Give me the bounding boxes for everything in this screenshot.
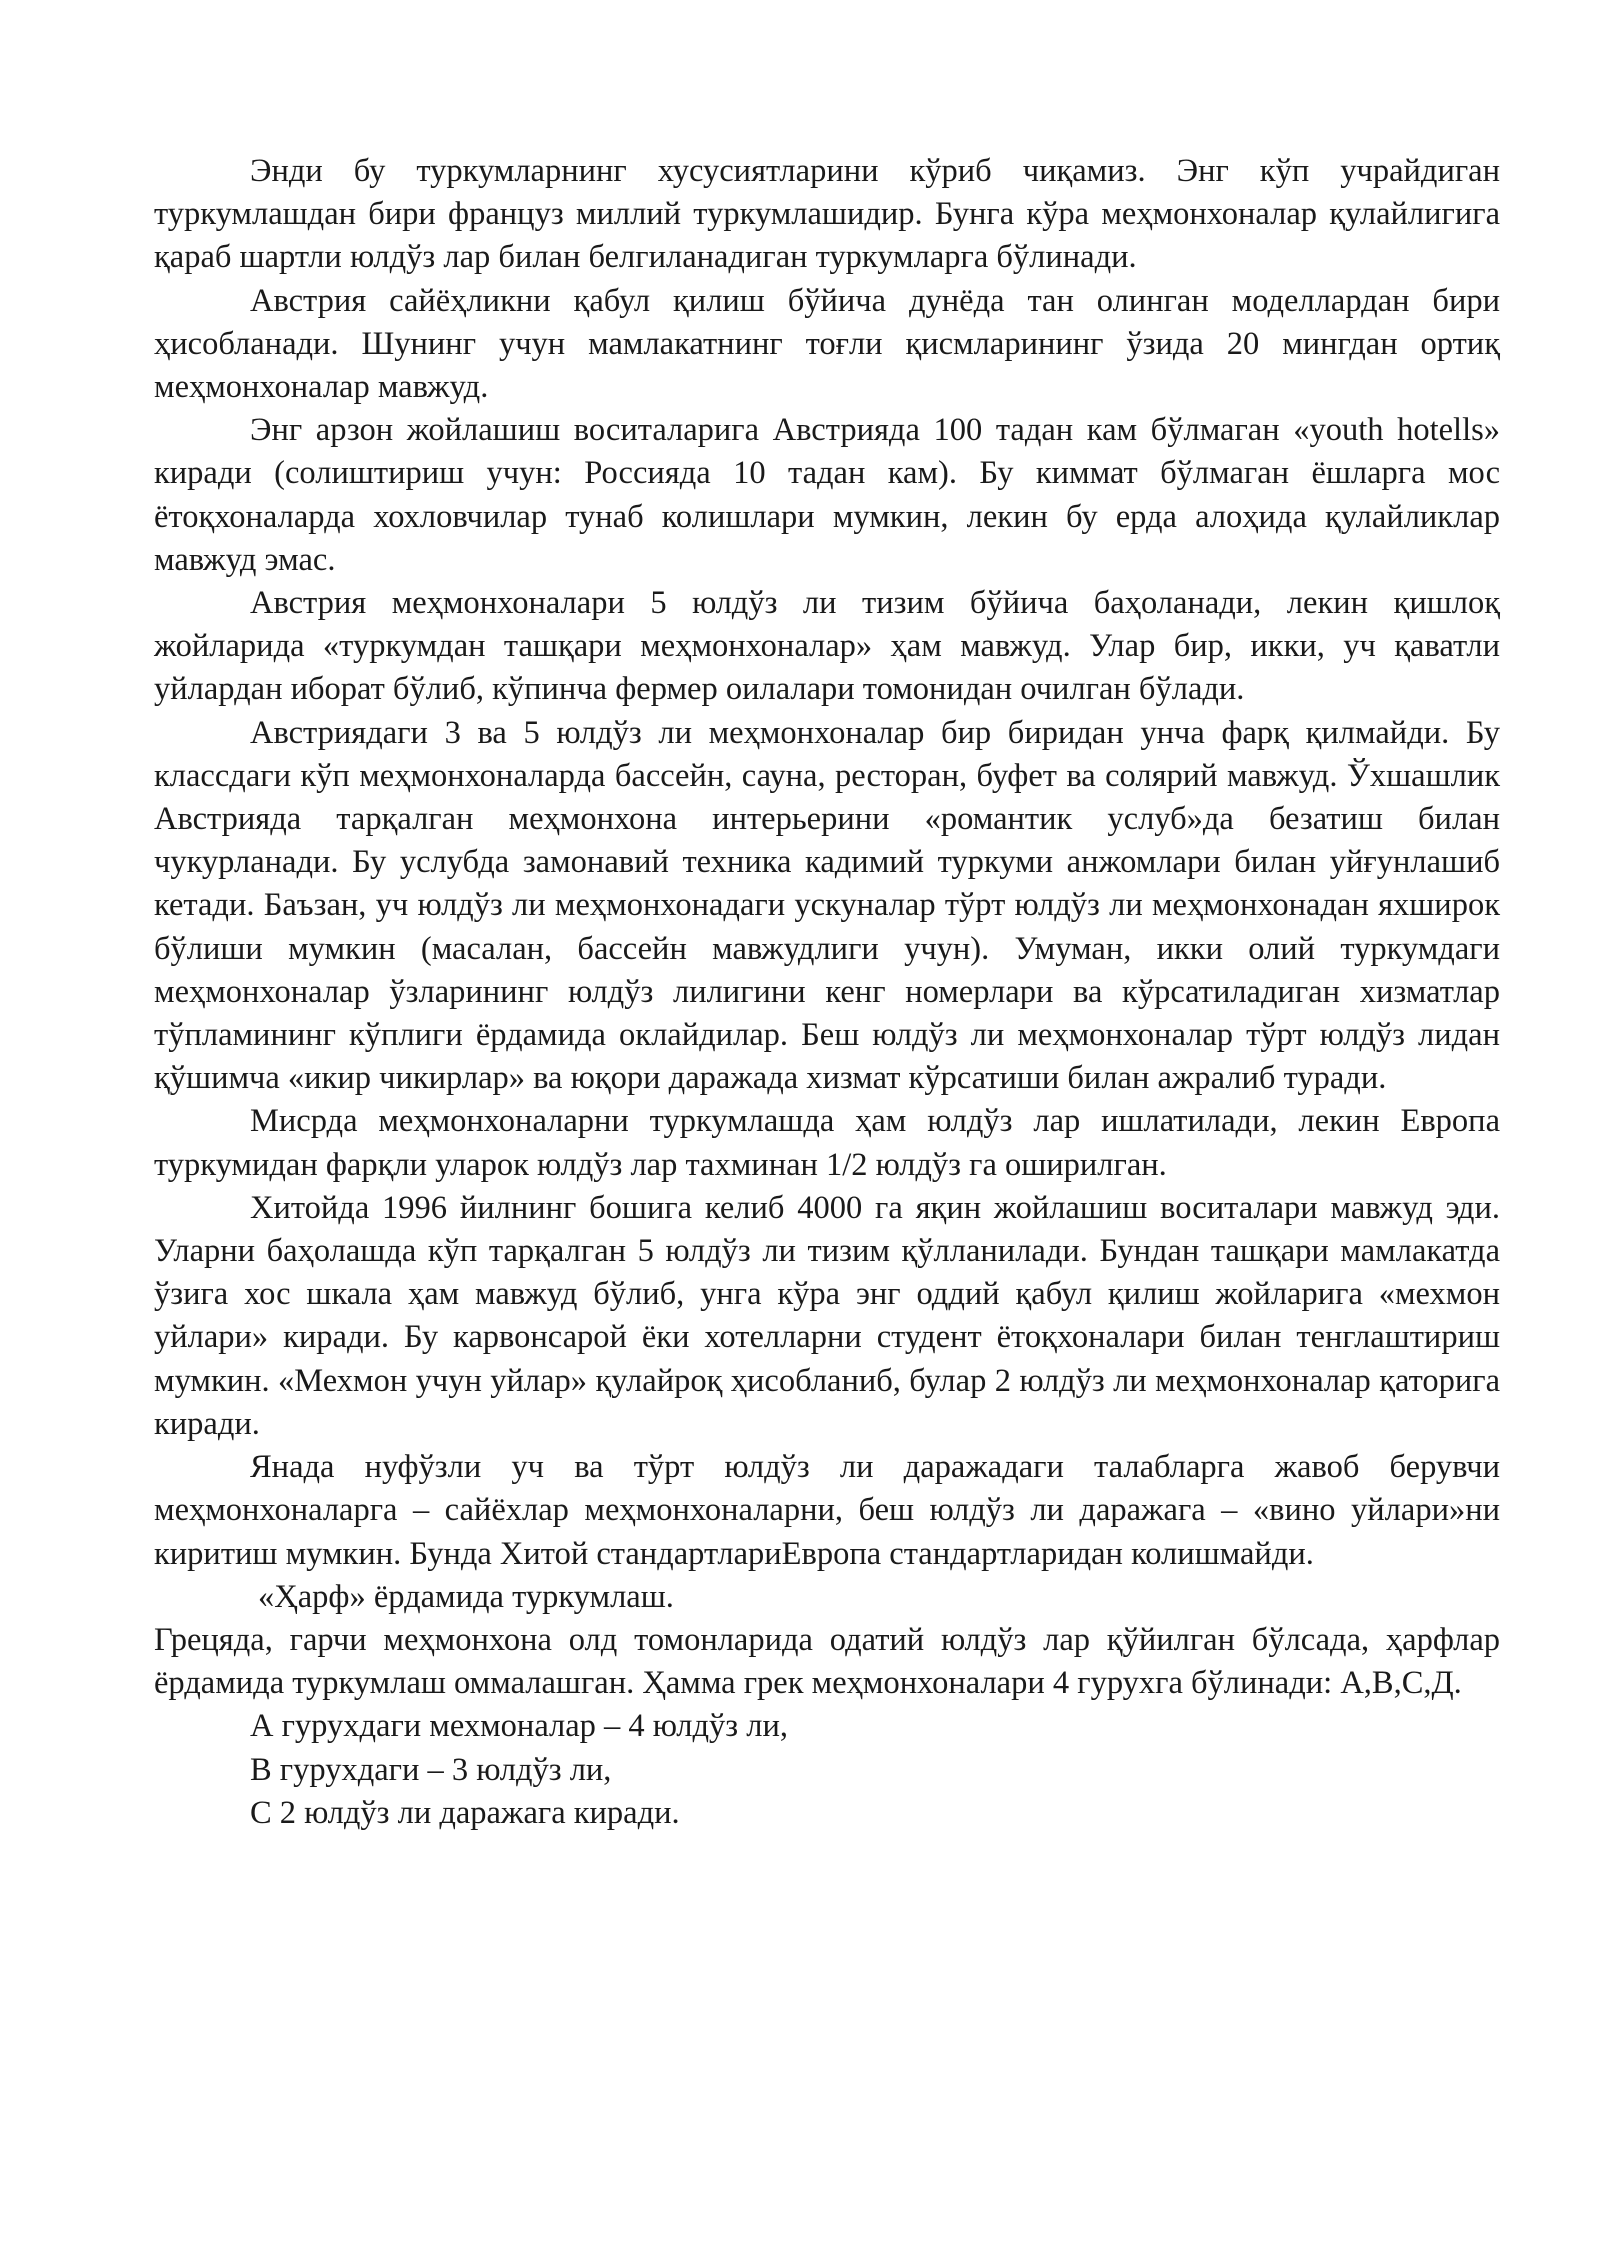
paragraph-china-standards: Янада нуфўзли уч ва тўрт юлдўз ли даражадаги талабларга жавоб берувчи меҳмонхоналарга – сайёхлар меҳмонхоналарни, беш юлдўз ли даражага – «вино уйлари»ни киритиш мумкин. Бунда Хитой стандартлариЕвропа стандартларидан колишмайди. (154, 1449, 1500, 1572)
paragraph-austria-3-5-stars: Австриядаги 3 ва 5 юлдўз ли меҳмонхоналар бир биридан унча фарқ қилмайди. Бу классдаги кўп меҳмонхоналарда бассейн, сауна, ресторан, буфет ва солярий мавжуд. Ўхшашлик Австрияда тарқалган меҳмонхона интерьерини «романтик услуб»да безатиш билан чукурланади. Бу услубда замонавий техника кадимий туркуми анжомлари билан уйғунлашиб кетади. Баъзан, уч юлдўз ли меҳмонхонадаги ускуналар тўрт юлдўз ли меҳмонхонадан яхширок бўлиши мумкин (масалан, бассейн мавжудлиги учун). Умуман, икки олий туркумдаги меҳмонхоналар ўзларининг юлдўз лилигини кенг номерлари ва кўрсатиладиган хизматлар тўпламининг кўплиги ёрдамида оклайдилар. Беш юлдўз ли меҳмонхоналар тўрт юлдўз лидан қўшимча «икир чикирлар» ва юқори даражада хизмат кўрсатиши билан ажралиб туради. (154, 714, 1500, 1097)
document-page (154, 150, 1500, 1835)
paragraph-austria-model: Австрия сайёҳликни қабул қилиш бўйича дунёда тан олинган моделлардан бири ҳисобланади. Шунинг учун мамлакатнинг тоғли қисмларининг ўзида 20 мингдан ортиқ меҳмонхоналар мавжуд. (154, 282, 1500, 406)
paragraph-austria-star-system: Австрия меҳмонхоналари 5 юлдўз ли тизим бўйича баҳоланади, лекин қишлоқ жойларида «туркумдан ташқари меҳмонхоналар» ҳам мавжуд. Улар бир, икки, уч қаватли уйлардан иборат бўлиб, кўпинча фермер оилалари томонидан очилган бўлади. (154, 585, 1500, 708)
list-item-group-c: С 2 юлдўз ли даражага киради. (250, 1794, 680, 1831)
paragraph-egypt: Мисрда меҳмонхоналарни туркумлашда ҳам юлдўз лар ишлатилади, лекин Европа туркумидан фарқли уларок юлдўз лар тахминан 1/2 юлдўз га оширилган. (154, 1103, 1500, 1183)
paragraph-youth-hotels: Энг арзон жойлашиш воситаларига Австрияда 100 тадан кам бўлмаган «youth hotells» киради (солиштириш учун: Россияда 10 тадан кам). Бу киммат бўлмаган ёшларга мос ётоқхоналарда хохловчилар тунаб колишлари мумкин, лекин бу ерда алоҳида қулайликлар мавжуд эмас. (154, 412, 1500, 578)
list-item-group-b: В гурухдаги – 3 юлдўз ли, (250, 1751, 612, 1788)
list-item-group-a: А гурухдаги мехмоналар – 4 юлдўз ли, (250, 1708, 788, 1745)
section-heading-letter-classification: «Ҳарф» ёрдамида туркумлаш. (258, 1578, 674, 1615)
paragraph-classification-intro: Энди бу туркумларнинг хусусиятларини кўриб чиқамиз. Энг кўп учрайдиган туркумлашдан бири француз миллий туркумлашидир. Бунга кўра меҳмонхоналар қулайлигига қараб шартли юлдўз лар билан белгиланадиган туркумларга бўлинади. (154, 153, 1500, 276)
paragraph-greece: Грецяда, гарчи меҳмонхона олд томонларида одатий юлдўз лар қўйилган бўлсада, ҳарфлар ёрдамида туркумлаш оммалашган. Ҳамма грек меҳмонхоналари 4 гурухга бўлинади: А,В,С,Д. (154, 1621, 1500, 1702)
paragraph-china: Хитойда 1996 йилнинг бошига келиб 4000 га яқин жойлашиш воситалари мавжуд эди. Уларни баҳолашда кўп тарқалган 5 юлдўз ли тизим қўлланилади. Бундан ташқари мамлакатда ўзига хос шкала ҳам мавжуд бўлиб, унга кўра энг оддий қабул қилиш жойларига «мехмон уйлари» киради. Бу карвонсарой ёки хотелларни студент ётоқхоналари билан тенглаштириш мумкин. «Мехмон учун уйлар» қулайроқ ҳисобланиб, булар 2 юлдўз ли меҳмонхоналар қаторига киради. (154, 1189, 1500, 1442)
